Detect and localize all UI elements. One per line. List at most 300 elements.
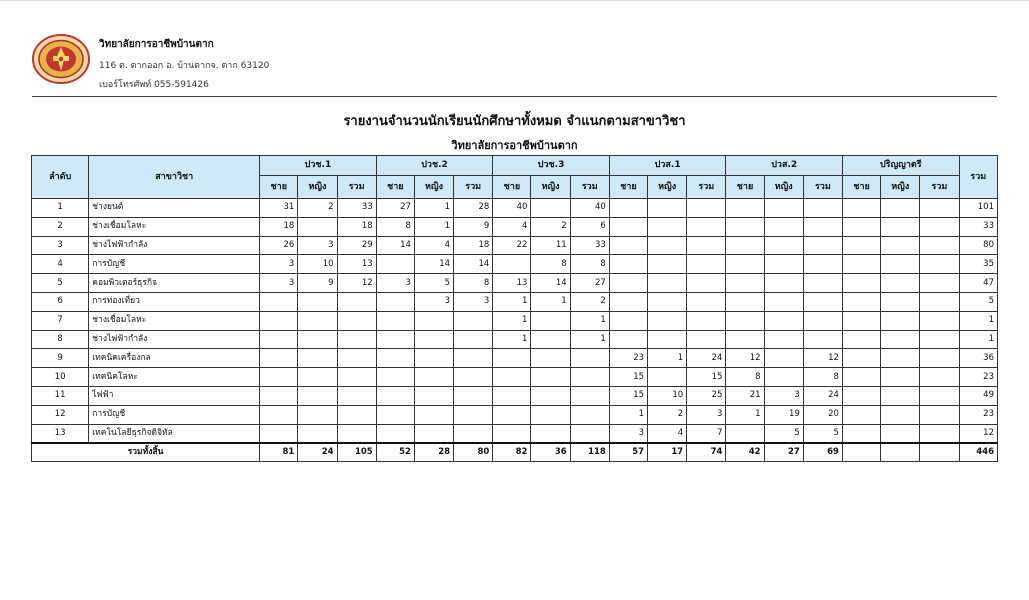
row-total: 47	[959, 274, 997, 293]
count-cell	[764, 255, 803, 274]
count-cell	[414, 386, 453, 405]
col-subheader: รวม	[337, 176, 376, 199]
count-cell: 20	[803, 405, 842, 424]
count-cell: 8	[531, 255, 570, 274]
count-cell	[881, 330, 920, 349]
row-number: 11	[32, 386, 89, 405]
count-cell	[609, 330, 647, 349]
count-cell	[454, 311, 493, 330]
total-count-cell: 17	[648, 443, 687, 462]
col-subheader: หญิง	[648, 176, 687, 199]
table-row	[32, 330, 998, 349]
count-cell	[803, 292, 842, 311]
count-cell	[687, 330, 726, 349]
count-cell: 5	[803, 424, 842, 443]
report-title: รายงานจำนวนนักเรียนนักศึกษาทั้งหมด จำแนกตามสาขาวิชา	[343, 114, 686, 129]
count-cell: 18	[260, 217, 298, 236]
count-cell	[648, 217, 687, 236]
count-cell	[298, 368, 337, 387]
col-header-level: ปวช.1	[260, 156, 377, 176]
count-cell	[920, 217, 959, 236]
count-cell: 10	[298, 255, 337, 274]
col-header-level: ปวช.2	[376, 156, 493, 176]
major-name: ช่างไฟฟ้ากำลัง	[89, 236, 260, 255]
count-cell	[881, 405, 920, 424]
count-cell	[726, 424, 764, 443]
col-subheader: รวม	[454, 176, 493, 199]
major-name: คอมพิวเตอร์ธุรกิจ	[89, 274, 260, 293]
table-body	[32, 199, 998, 462]
count-cell	[881, 199, 920, 218]
count-cell	[842, 255, 880, 274]
count-cell: 3	[260, 274, 298, 293]
count-cell: 4	[414, 236, 453, 255]
count-cell: 3	[687, 405, 726, 424]
count-cell	[881, 292, 920, 311]
college-emblem-logo	[32, 34, 90, 84]
col-subheader: หญิง	[414, 176, 453, 199]
count-cell	[648, 292, 687, 311]
count-cell: 1	[570, 311, 609, 330]
count-cell	[764, 349, 803, 368]
count-cell	[493, 368, 531, 387]
count-cell	[842, 405, 880, 424]
col-subheader: รวม	[570, 176, 609, 199]
count-cell: 4	[493, 217, 531, 236]
count-cell: 13	[493, 274, 531, 293]
count-cell	[376, 330, 414, 349]
count-cell: 29	[337, 236, 376, 255]
col-header-level: ปวช.3	[493, 156, 610, 176]
count-cell	[414, 311, 453, 330]
count-cell: 24	[687, 349, 726, 368]
count-cell	[454, 330, 493, 349]
count-cell	[260, 292, 298, 311]
count-cell	[531, 199, 570, 218]
col-header-level: ปริญญาตรี	[842, 156, 959, 176]
count-cell	[376, 368, 414, 387]
count-cell: 2	[570, 292, 609, 311]
major-name: การท่องเที่ยว	[89, 292, 260, 311]
major-name: การบัญชี	[89, 405, 260, 424]
count-cell	[726, 292, 764, 311]
grand-total-value: 446	[959, 443, 997, 462]
row-total: 49	[959, 386, 997, 405]
row-total: 12	[959, 424, 997, 443]
count-cell	[609, 236, 647, 255]
count-cell	[337, 424, 376, 443]
count-cell	[454, 368, 493, 387]
count-cell	[298, 217, 337, 236]
count-cell: 3	[609, 424, 647, 443]
count-cell	[920, 349, 959, 368]
count-cell	[726, 236, 764, 255]
count-cell	[376, 292, 414, 311]
count-cell	[260, 330, 298, 349]
count-cell: 2	[648, 405, 687, 424]
count-cell: 1	[609, 405, 647, 424]
count-cell	[260, 368, 298, 387]
count-cell	[920, 424, 959, 443]
count-cell	[920, 199, 959, 218]
col-subheader: ชาย	[493, 176, 531, 199]
count-cell	[920, 386, 959, 405]
table-row	[32, 274, 998, 293]
count-cell	[609, 292, 647, 311]
table-row	[32, 217, 998, 236]
col-header-total: รวม	[959, 156, 997, 199]
count-cell	[337, 330, 376, 349]
count-cell	[493, 349, 531, 368]
count-cell	[842, 199, 880, 218]
student-count-table	[31, 155, 998, 462]
count-cell	[803, 274, 842, 293]
total-count-cell	[920, 443, 959, 462]
count-cell	[337, 349, 376, 368]
count-cell	[764, 217, 803, 236]
count-cell	[260, 349, 298, 368]
row-total: 80	[959, 236, 997, 255]
count-cell	[920, 330, 959, 349]
count-cell	[414, 368, 453, 387]
count-cell	[531, 368, 570, 387]
count-cell	[764, 236, 803, 255]
count-cell: 23	[609, 349, 647, 368]
count-cell	[570, 424, 609, 443]
count-cell	[531, 405, 570, 424]
count-cell: 6	[570, 217, 609, 236]
count-cell: 8	[570, 255, 609, 274]
row-number: 1	[32, 199, 89, 218]
total-count-cell: 24	[298, 443, 337, 462]
count-cell: 18	[454, 236, 493, 255]
count-cell	[376, 424, 414, 443]
grand-total-label: รวมทั้งสิ้น	[32, 443, 260, 462]
count-cell	[493, 405, 531, 424]
count-cell: 11	[531, 236, 570, 255]
col-subheader: รวม	[803, 176, 842, 199]
count-cell	[648, 255, 687, 274]
count-cell	[842, 424, 880, 443]
row-number: 12	[32, 405, 89, 424]
total-count-cell: 105	[337, 443, 376, 462]
count-cell: 9	[298, 274, 337, 293]
count-cell	[531, 349, 570, 368]
major-name: ไฟฟ้า	[89, 386, 260, 405]
count-cell: 33	[337, 199, 376, 218]
count-cell: 15	[609, 386, 647, 405]
count-cell	[648, 274, 687, 293]
col-header-level: ปวส.2	[726, 156, 843, 176]
count-cell	[842, 292, 880, 311]
col-subheader: ชาย	[609, 176, 647, 199]
total-count-cell	[881, 443, 920, 462]
row-number: 3	[32, 236, 89, 255]
total-count-cell: 81	[260, 443, 298, 462]
count-cell	[881, 349, 920, 368]
count-cell	[493, 386, 531, 405]
total-count-cell: 36	[531, 443, 570, 462]
count-cell: 8	[454, 274, 493, 293]
count-cell: 1	[493, 292, 531, 311]
grand-total-row	[32, 443, 998, 462]
count-cell	[493, 255, 531, 274]
count-cell	[531, 330, 570, 349]
count-cell	[803, 236, 842, 255]
count-cell: 14	[414, 255, 453, 274]
count-cell	[531, 386, 570, 405]
count-cell	[260, 311, 298, 330]
count-cell	[842, 349, 880, 368]
count-cell: 14	[376, 236, 414, 255]
count-cell	[687, 311, 726, 330]
count-cell: 25	[687, 386, 726, 405]
count-cell: 1	[531, 292, 570, 311]
count-cell	[260, 424, 298, 443]
institution-phone: เบอร์โทรศัพท์ 055-591426	[99, 80, 209, 90]
count-cell	[726, 199, 764, 218]
total-count-cell: 52	[376, 443, 414, 462]
row-total: 5	[959, 292, 997, 311]
row-number: 13	[32, 424, 89, 443]
table-row	[32, 386, 998, 405]
col-subheader: หญิง	[764, 176, 803, 199]
count-cell	[337, 368, 376, 387]
count-cell	[726, 311, 764, 330]
count-cell: 1	[414, 199, 453, 218]
count-cell	[920, 274, 959, 293]
count-cell	[803, 199, 842, 218]
count-cell	[920, 236, 959, 255]
count-cell: 15	[609, 368, 647, 387]
count-cell: 12	[803, 349, 842, 368]
count-cell: 9	[454, 217, 493, 236]
count-cell: 19	[764, 405, 803, 424]
count-cell	[298, 424, 337, 443]
row-number: 5	[32, 274, 89, 293]
count-cell	[609, 199, 647, 218]
count-cell: 10	[648, 386, 687, 405]
count-cell: 2	[298, 199, 337, 218]
header-rule	[32, 96, 997, 97]
table-row	[32, 349, 998, 368]
count-cell	[609, 274, 647, 293]
total-count-cell: 74	[687, 443, 726, 462]
count-cell: 28	[454, 199, 493, 218]
count-cell: 15	[687, 368, 726, 387]
count-cell: 31	[260, 199, 298, 218]
count-cell	[803, 311, 842, 330]
col-subheader: หญิง	[298, 176, 337, 199]
count-cell: 24	[803, 386, 842, 405]
row-total: 36	[959, 349, 997, 368]
count-cell	[726, 217, 764, 236]
count-cell	[648, 236, 687, 255]
table-row	[32, 405, 998, 424]
count-cell	[881, 255, 920, 274]
count-cell: 14	[531, 274, 570, 293]
count-cell	[298, 349, 337, 368]
table-row	[32, 255, 998, 274]
count-cell	[337, 311, 376, 330]
total-count-cell: 82	[493, 443, 531, 462]
count-cell	[376, 311, 414, 330]
table-row	[32, 311, 998, 330]
total-count-cell: 28	[414, 443, 453, 462]
count-cell	[493, 424, 531, 443]
count-cell	[337, 292, 376, 311]
count-cell: 1	[493, 330, 531, 349]
row-total: 33	[959, 217, 997, 236]
col-subheader: หญิง	[881, 176, 920, 199]
major-name: ช่างไฟฟ้ากำลัง	[89, 330, 260, 349]
count-cell	[842, 236, 880, 255]
major-name: ช่างเชื่อมโลหะ	[89, 311, 260, 330]
count-cell	[920, 368, 959, 387]
count-cell	[881, 368, 920, 387]
report-header	[32, 34, 997, 96]
count-cell	[764, 199, 803, 218]
count-cell	[260, 386, 298, 405]
count-cell: 5	[414, 274, 453, 293]
count-cell	[803, 217, 842, 236]
count-cell	[881, 274, 920, 293]
count-cell	[609, 311, 647, 330]
count-cell	[687, 236, 726, 255]
count-cell: 21	[726, 386, 764, 405]
count-cell: 8	[376, 217, 414, 236]
count-cell	[376, 255, 414, 274]
major-name: ช่างเชื่อมโลหะ	[89, 217, 260, 236]
table-row	[32, 236, 998, 255]
count-cell	[298, 386, 337, 405]
col-header-major: สาขาวิชา	[89, 156, 260, 199]
count-cell: 3	[260, 255, 298, 274]
count-cell: 33	[570, 236, 609, 255]
col-subheader: ชาย	[726, 176, 764, 199]
count-cell	[609, 217, 647, 236]
count-cell: 1	[570, 330, 609, 349]
count-cell	[414, 405, 453, 424]
count-cell	[648, 311, 687, 330]
count-cell: 3	[376, 274, 414, 293]
count-cell: 12	[337, 274, 376, 293]
count-cell	[531, 311, 570, 330]
row-total: 1	[959, 311, 997, 330]
row-number: 7	[32, 311, 89, 330]
count-cell	[376, 386, 414, 405]
count-cell	[298, 311, 337, 330]
count-cell	[376, 349, 414, 368]
count-cell	[687, 292, 726, 311]
total-count-cell: 57	[609, 443, 647, 462]
top-divider	[0, 0, 1029, 1]
col-header-level: ปวส.1	[609, 156, 726, 176]
count-cell	[414, 424, 453, 443]
row-number: 10	[32, 368, 89, 387]
count-cell	[764, 311, 803, 330]
count-cell	[726, 274, 764, 293]
count-cell: 27	[376, 199, 414, 218]
count-cell: 18	[337, 217, 376, 236]
count-cell	[609, 255, 647, 274]
row-number: 2	[32, 217, 89, 236]
count-cell: 40	[570, 199, 609, 218]
count-cell	[414, 349, 453, 368]
count-cell: 2	[531, 217, 570, 236]
count-cell: 12	[726, 349, 764, 368]
major-name: เทคโนโลยีธุรกิจดิจิทัล	[89, 424, 260, 443]
report-subtitle: วิทยาลัยการอาชีพบ้านตาก	[451, 139, 578, 152]
major-name: ช่างยนต์	[89, 199, 260, 218]
count-cell: 8	[726, 368, 764, 387]
count-cell	[414, 330, 453, 349]
count-cell	[260, 405, 298, 424]
row-total: 1	[959, 330, 997, 349]
count-cell	[842, 311, 880, 330]
count-cell	[726, 255, 764, 274]
col-subheader: ชาย	[376, 176, 414, 199]
total-count-cell: 118	[570, 443, 609, 462]
col-subheader: ชาย	[842, 176, 880, 199]
count-cell	[764, 330, 803, 349]
count-cell: 22	[493, 236, 531, 255]
table-row	[32, 368, 998, 387]
institution-name: วิทยาลัยการอาชีพบ้านตาก	[99, 39, 214, 50]
count-cell: 4	[648, 424, 687, 443]
count-cell: 27	[570, 274, 609, 293]
row-number: 4	[32, 255, 89, 274]
count-cell	[881, 424, 920, 443]
row-number: 8	[32, 330, 89, 349]
count-cell	[687, 274, 726, 293]
row-total: 23	[959, 405, 997, 424]
col-subheader: รวม	[920, 176, 959, 199]
count-cell: 3	[414, 292, 453, 311]
count-cell	[881, 236, 920, 255]
count-cell	[803, 255, 842, 274]
count-cell	[337, 386, 376, 405]
count-cell: 13	[337, 255, 376, 274]
count-cell	[687, 199, 726, 218]
count-cell	[570, 386, 609, 405]
count-cell	[648, 368, 687, 387]
count-cell	[842, 330, 880, 349]
count-cell: 40	[493, 199, 531, 218]
count-cell: 5	[764, 424, 803, 443]
count-cell	[454, 424, 493, 443]
count-cell	[454, 386, 493, 405]
table-row	[32, 424, 998, 443]
header-row-levels	[32, 156, 998, 176]
count-cell	[570, 368, 609, 387]
count-cell: 26	[260, 236, 298, 255]
major-name: การบัญชี	[89, 255, 260, 274]
count-cell	[376, 405, 414, 424]
count-cell	[842, 386, 880, 405]
count-cell	[920, 292, 959, 311]
table-row	[32, 199, 998, 218]
row-total: 35	[959, 255, 997, 274]
count-cell	[764, 368, 803, 387]
count-cell	[803, 330, 842, 349]
col-subheader: ชาย	[260, 176, 298, 199]
count-cell	[920, 255, 959, 274]
total-count-cell: 42	[726, 443, 764, 462]
count-cell	[298, 330, 337, 349]
count-cell	[842, 368, 880, 387]
row-total: 101	[959, 199, 997, 218]
